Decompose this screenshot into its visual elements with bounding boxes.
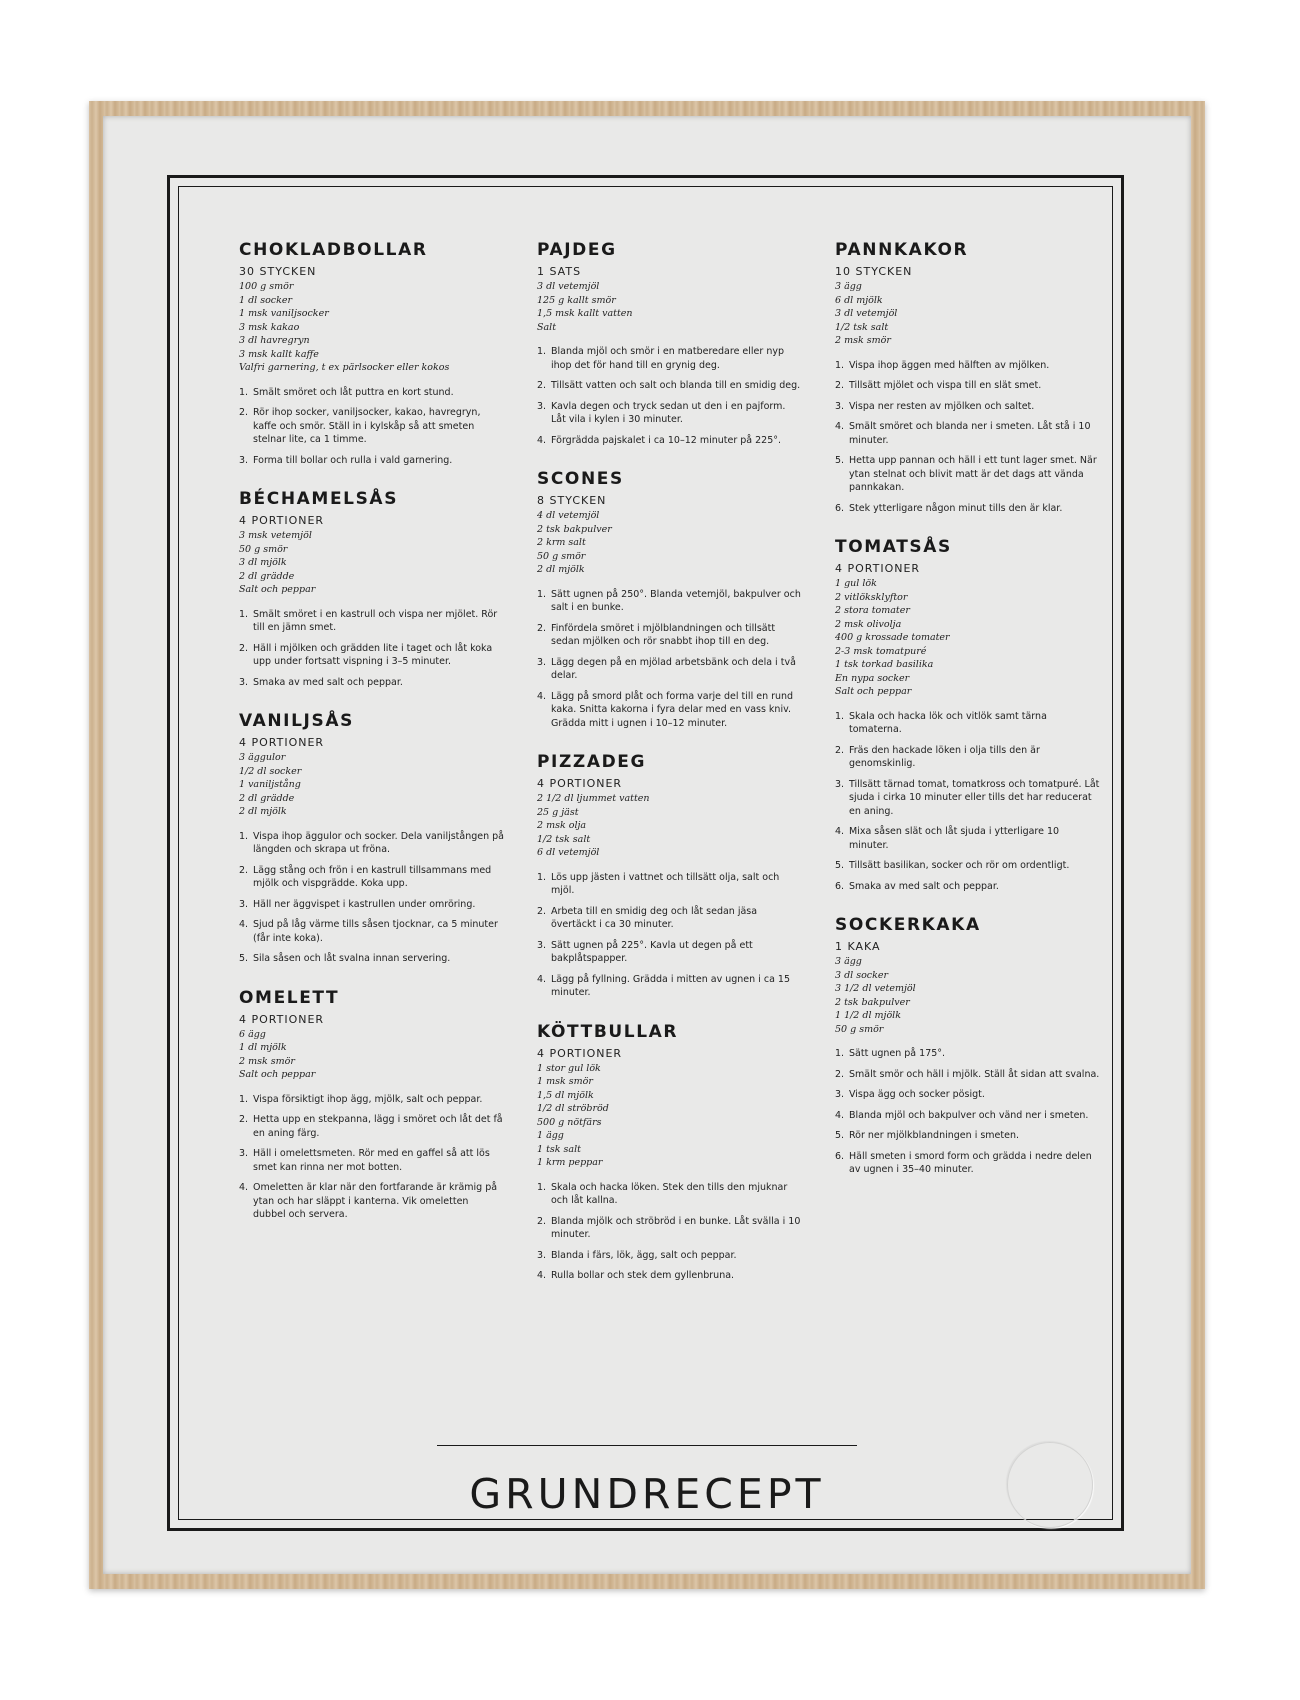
- step-text: Vispa försiktigt ihop ägg, mjölk, salt och peppar.: [253, 1093, 483, 1105]
- step-text: Lägg på fyllning. Grädda i mitten av ugnen i ca 15 minuter.: [551, 973, 791, 998]
- step-item: [835, 400, 1100, 414]
- ingredient-item: 50 g smör: [537, 550, 586, 562]
- ingredient-item: 1 stor gul lök: [537, 1062, 601, 1074]
- recipe-yield: 4 PORTIONER: [239, 1012, 325, 1026]
- step-text: Vispa ägg och socker pösigt.: [849, 1089, 985, 1100]
- ingredient-item: 2 dl mjölk: [239, 806, 287, 817]
- ingredient-item: 1/2 dl ströbröd: [537, 1103, 609, 1114]
- ingredient-item: 3 dl vetemjöl: [835, 308, 898, 319]
- step-number: 3.: [537, 1249, 547, 1261]
- ingredient-list: [537, 1062, 802, 1170]
- step-number: 2.: [239, 642, 249, 654]
- ingredient-item: 3 msk vetemjöl: [239, 530, 312, 541]
- step-text: Hetta upp pannan och häll i ett tunt lager smet. När ytan stelnat och blivit matt är det dags att vända pannkakan.: [849, 455, 1097, 493]
- ingredient-item: 3 1/2 dl vetemjöl: [835, 983, 916, 994]
- step-text: Stek ytterligare någon minut tills den är klar.: [849, 502, 1063, 514]
- step-number: 2.: [239, 864, 249, 876]
- ingredient-item: Salt och peppar: [239, 584, 316, 595]
- step-text: Smaka av med salt och peppar.: [253, 676, 403, 688]
- recipe-title: PAJDEG: [537, 240, 617, 260]
- step-text: Sila såsen och låt svalna innan servering.: [253, 953, 451, 964]
- step-number: 4.: [239, 919, 249, 930]
- step-text: Omeletten är klar när den fortfarande är krämig på ytan och har släppt i kanterna. Vik omeletten dubbel och servera.: [253, 1182, 498, 1220]
- step-number: 1.: [835, 1048, 845, 1059]
- step-number: 1.: [239, 1093, 249, 1105]
- ingredient-item: 1 gul lök: [835, 578, 877, 589]
- title-rule: [437, 1445, 857, 1446]
- ingredient-item: 2 msk olja: [537, 820, 587, 831]
- step-item: [239, 608, 504, 635]
- step-item: [835, 379, 1100, 393]
- ingredient-item: 1 dl mjölk: [239, 1042, 287, 1053]
- step-text: Rulla bollar och stek dem gyllenbruna.: [551, 1270, 735, 1281]
- ingredient-item: 400 g krossade tomater: [835, 632, 950, 643]
- step-item: [239, 406, 504, 447]
- step-item: [835, 880, 1100, 894]
- step-number: 3.: [835, 400, 845, 412]
- ingredient-item: En nypa socker: [835, 672, 910, 684]
- step-number: 1.: [835, 710, 845, 722]
- step-item: [537, 1215, 802, 1242]
- ingredient-item: 2 dl mjölk: [537, 564, 585, 575]
- step-item: [537, 434, 802, 448]
- step-text: Häll i mjölken och grädden lite i taget och låt koka upp under fortsatt vispning i 3–5 minuter.: [253, 642, 493, 667]
- ingredient-item: 3 msk kallt kaffe: [239, 348, 319, 360]
- ingredient-item: 1 tsk salt: [537, 1143, 581, 1155]
- step-item: [835, 744, 1100, 771]
- step-number: 1.: [239, 830, 249, 842]
- step-item: [835, 420, 1100, 447]
- recipe-block: [835, 537, 1100, 893]
- step-number: 5.: [239, 953, 249, 964]
- step-item: [537, 345, 802, 372]
- ingredient-item: 25 g jäst: [537, 806, 579, 818]
- step-list: [537, 871, 802, 1000]
- ingredient-item: 6 dl mjölk: [835, 294, 883, 306]
- ingredient-item: 1 ägg: [537, 1130, 564, 1141]
- ingredient-item: 2 stora tomater: [835, 605, 910, 616]
- ingredient-item: 1,5 msk kallt vatten: [537, 308, 633, 319]
- step-text: Häll i omelettsmeten. Rör med en gaffel så att lös smet kan rinna ner mot botten.: [253, 1148, 490, 1173]
- step-item: [835, 1068, 1100, 1082]
- recipe-yield: 1 SATS: [537, 265, 582, 278]
- step-item: [537, 1269, 802, 1283]
- step-item: [835, 1150, 1100, 1177]
- recipe-yield: 4 PORTIONER: [537, 1046, 623, 1060]
- step-number: 2.: [239, 1114, 249, 1125]
- ingredient-item: 2 dl grädde: [239, 570, 295, 582]
- step-text: Rör ihop socker, vaniljsocker, kakao, havregryn, kaffe och smör. Ställ in i kylskåp så att smeten stelnar lite, ca 1 timme.: [253, 407, 481, 445]
- step-text: Mixa såsen slät och låt sjuda i ytterligare 10 minuter.: [849, 826, 1060, 851]
- ingredient-list: [239, 529, 504, 597]
- step-item: [835, 1129, 1100, 1143]
- step-text: Vispa ner resten av mjölken och saltet.: [849, 400, 1035, 412]
- step-list: [239, 608, 504, 690]
- recipe-block: [537, 752, 802, 1000]
- ingredient-list: [835, 577, 1100, 699]
- ingredient-item: 1 vaniljstång: [239, 779, 301, 790]
- step-text: Kavla degen och tryck sedan ut den i en pajform. Låt vila i kylen i 30 minuter.: [551, 400, 786, 425]
- recipe-column-3: [835, 240, 1100, 1199]
- step-item: [537, 939, 802, 966]
- step-text: Skala och hacka lök och vitlök samt tärna tomaterna.: [849, 710, 1047, 735]
- embossed-seal-icon: [1007, 1442, 1093, 1528]
- step-item: [239, 1113, 504, 1140]
- step-number: 6.: [835, 880, 845, 892]
- step-text: Blanda mjöl och smör i en matberedare eller nyp ihop det för hand till en grynig deg.: [551, 346, 784, 371]
- ingredient-item: 6 dl vetemjöl: [537, 847, 600, 858]
- ingredient-item: 2 msk smör: [835, 335, 891, 346]
- recipe-yield: 10 STYCKEN: [835, 265, 913, 278]
- step-item: [239, 676, 504, 690]
- step-number: 2.: [835, 380, 845, 391]
- step-item: [835, 825, 1100, 852]
- step-item: [239, 952, 504, 966]
- step-list: [537, 588, 802, 731]
- step-text: Lös upp jästen i vattnet och tillsätt olja, salt och mjöl.: [551, 871, 780, 896]
- step-text: Sjud på låg värme tills såsen tjocknar, ca 5 minuter (får inte koka).: [253, 919, 498, 944]
- recipe-column-1: [239, 240, 504, 1244]
- step-item: [537, 622, 802, 649]
- step-item: [239, 918, 504, 945]
- step-number: 3.: [835, 778, 845, 790]
- step-text: Sätt ugnen på 225°. Kavla ut degen på ett bakplåtspapper.: [551, 939, 753, 964]
- recipe-yield: 4 PORTIONER: [537, 777, 623, 790]
- step-item: [835, 1088, 1100, 1102]
- recipe-yield: 4 PORTIONER: [835, 562, 921, 575]
- step-item: [537, 1249, 802, 1263]
- step-number: 3.: [537, 939, 547, 951]
- ingredient-item: 100 g smör: [239, 281, 294, 292]
- step-text: Fräs den hackade löken i olja tills den är genomskinlig.: [849, 744, 1040, 769]
- step-item: [537, 588, 802, 615]
- ingredient-item: 1/2 dl socker: [239, 765, 302, 777]
- ingredient-item: 2-3 msk tomatpuré: [835, 645, 927, 657]
- ingredient-item: 500 g nötfärs: [537, 1116, 602, 1128]
- step-text: Häll ner äggvispet i kastrullen under omröring.: [253, 898, 476, 910]
- ingredient-item: 2 msk smör: [239, 1055, 295, 1067]
- step-number: 2.: [537, 622, 547, 634]
- step-list: [537, 1181, 802, 1283]
- step-text: Arbeta till en smidig deg och låt sedan jäsa övertäckt i ca 30 minuter.: [551, 905, 758, 930]
- step-text: Förgrädda pajskalet i ca 10–12 minuter på 225°.: [551, 434, 782, 446]
- step-text: Blanda mjölk och ströbröd i en bunke. Låt svälla i 10 minuter.: [551, 1215, 801, 1240]
- step-item: [239, 898, 504, 912]
- step-number: 2.: [835, 744, 845, 756]
- step-number: 1.: [835, 359, 845, 371]
- ingredient-item: 3 ägg: [835, 281, 862, 292]
- ingredient-item: 1/2 tsk salt: [835, 321, 889, 333]
- step-text: Tillsätt mjölet och vispa till en slät smet.: [849, 380, 1042, 391]
- ingredient-item: 2 1/2 dl ljummet vatten: [537, 793, 650, 804]
- ingredient-item: 6 ägg: [239, 1028, 266, 1040]
- step-text: Häll smeten i smord form och grädda i nedre delen av ugnen i 35–40 minuter.: [849, 1150, 1092, 1175]
- step-text: Lägg degen på en mjölad arbetsbänk och dela i två delar.: [551, 656, 796, 681]
- step-item: [835, 710, 1100, 737]
- step-item: [239, 1093, 504, 1107]
- step-text: Smält smöret och blanda ner i smeten. Låt stå i 10 minuter.: [849, 421, 1091, 446]
- ingredient-item: 2 tsk bakpulver: [537, 523, 612, 535]
- step-number: 6.: [835, 1150, 845, 1162]
- step-item: [239, 642, 504, 669]
- ingredient-item: Salt och peppar: [239, 1069, 316, 1080]
- ingredient-item: 3 ägg: [835, 956, 862, 967]
- step-text: Rör ner mjölkblandningen i smeten.: [849, 1130, 1020, 1141]
- step-item: [537, 973, 802, 1000]
- recipe-block: [537, 469, 802, 730]
- step-number: 1.: [537, 1181, 547, 1193]
- ingredient-item: 2 msk olivolja: [835, 618, 902, 630]
- step-number: 5.: [835, 1130, 845, 1141]
- recipe-yield: 8 STYCKEN: [537, 494, 607, 507]
- step-text: Vispa ihop äggen med hälften av mjölken.: [849, 359, 1050, 371]
- step-number: 5.: [835, 860, 845, 871]
- step-number: 4.: [537, 434, 547, 446]
- step-item: [835, 502, 1100, 516]
- ingredient-item: 50 g smör: [239, 543, 288, 555]
- ingredient-list: [239, 1028, 504, 1082]
- step-number: 1.: [239, 608, 249, 620]
- step-item: [537, 690, 802, 731]
- ingredient-item: 1 msk vaniljsocker: [239, 308, 329, 319]
- step-text: Smaka av med salt och peppar.: [849, 880, 999, 892]
- recipe-block: [239, 711, 504, 966]
- step-text: Forma till bollar och rulla i vald garnering.: [253, 454, 453, 466]
- ingredient-item: 1 krm peppar: [537, 1157, 603, 1168]
- recipe-yield: 4 PORTIONER: [239, 514, 325, 527]
- ingredient-item: 2 krm salt: [537, 537, 586, 548]
- step-list: [537, 345, 802, 447]
- ingredient-item: 3 dl vetemjöl: [537, 281, 600, 292]
- recipe-title: SOCKERKAKA: [835, 915, 981, 935]
- step-text: Tillsätt vatten och salt och blanda till en smidig deg.: [551, 380, 801, 391]
- ingredient-item: 1/2 tsk salt: [537, 833, 591, 845]
- ingredient-list: [537, 792, 802, 860]
- step-text: Blanda mjöl och bakpulver och vänd ner i smeten.: [849, 1109, 1089, 1121]
- step-text: Lägg stång och frön i en kastrull tillsammans med mjölk och vispgrädde. Koka upp.: [253, 864, 492, 889]
- recipe-column-2: [537, 240, 802, 1305]
- ingredient-item: 1,5 dl mjölk: [537, 1089, 594, 1101]
- step-list: [239, 386, 504, 468]
- step-text: Smält smöret i en kastrull och vispa ner mjölet. Rör till en jämn smet.: [253, 608, 498, 633]
- step-item: [835, 454, 1100, 495]
- step-number: 3.: [537, 656, 547, 668]
- recipe-yield: 1 KAKA: [835, 940, 881, 953]
- step-text: Tillsätt basilikan, socker och rör om ordentligt.: [849, 860, 1070, 871]
- step-number: 1.: [239, 386, 249, 398]
- step-number: 3.: [239, 1148, 249, 1159]
- ingredient-item: 3 dl socker: [835, 969, 889, 981]
- step-number: 3.: [239, 676, 249, 688]
- ingredient-item: 2 vitlöksklyftor: [835, 591, 908, 603]
- step-list: [835, 710, 1100, 894]
- step-item: [537, 1181, 802, 1208]
- step-text: Skala och hacka löken. Stek den tills den mjuknar och låt kallna.: [551, 1181, 788, 1206]
- step-item: [537, 400, 802, 427]
- step-list: [239, 1093, 504, 1222]
- step-number: 2.: [537, 1215, 547, 1227]
- recipe-block: [835, 915, 1100, 1177]
- ingredient-list: [835, 280, 1100, 348]
- ingredient-item: 1 msk smör: [537, 1076, 593, 1087]
- step-number: 4.: [537, 690, 547, 702]
- step-text: Blanda i färs, lök, ägg, salt och peppar.: [551, 1249, 737, 1261]
- ingredient-item: 50 g smör: [835, 1023, 884, 1035]
- step-text: Tillsätt tärnad tomat, tomatkross och tomatpuré. Låt sjuda i cirka 10 minuter eller tills det har reducerat en aning.: [849, 778, 1100, 817]
- step-number: 2.: [537, 380, 547, 391]
- step-number: 2.: [537, 905, 547, 917]
- step-list: [835, 1047, 1100, 1177]
- ingredient-item: 3 äggulor: [239, 752, 286, 763]
- recipe-title: CHOKLADBOLLAR: [239, 240, 428, 260]
- step-item: [537, 871, 802, 898]
- recipe-title: TOMATSÅS: [835, 537, 952, 557]
- ingredient-list: [239, 280, 504, 375]
- ingredient-item: Salt: [537, 321, 557, 333]
- step-list: [835, 359, 1100, 516]
- recipe-title: BÉCHAMELSÅS: [239, 489, 399, 509]
- ingredient-list: [537, 280, 802, 334]
- ingredient-list: [537, 509, 802, 577]
- step-item: [835, 1047, 1100, 1061]
- ingredient-item: 3 dl mjölk: [239, 557, 287, 568]
- step-item: [239, 1147, 504, 1174]
- step-number: 3.: [239, 454, 249, 466]
- recipe-block: [239, 988, 504, 1222]
- recipe-title: PIZZADEG: [537, 752, 647, 772]
- step-item: [239, 830, 504, 857]
- step-item: [239, 386, 504, 400]
- step-number: 1.: [537, 588, 547, 600]
- step-number: 4.: [537, 973, 547, 985]
- step-number: 4.: [239, 1182, 249, 1193]
- recipe-block: [835, 240, 1100, 515]
- recipe-yield: 4 PORTIONER: [239, 736, 325, 749]
- step-number: 2.: [239, 407, 249, 418]
- step-item: [537, 379, 802, 393]
- step-item: [537, 656, 802, 683]
- ingredient-item: 3 dl havregryn: [239, 335, 310, 346]
- ingredient-item: Valfri garnering, t ex pärlsocker eller kokos: [239, 362, 450, 373]
- step-item: [239, 864, 504, 891]
- recipe-block: [239, 489, 504, 689]
- step-item: [239, 1181, 504, 1222]
- recipe-title: VANILJSÅS: [239, 711, 354, 731]
- ingredient-item: 1 tsk torkad basilika: [835, 659, 934, 670]
- step-number: 3.: [835, 1089, 845, 1100]
- ingredient-list: [239, 751, 504, 819]
- step-item: [537, 905, 802, 932]
- step-text: Finfördela smöret i mjölblandningen och tillsätt sedan mjölken och rör snabbt ihop till en deg.: [551, 622, 776, 647]
- step-number: 4.: [835, 421, 845, 432]
- step-number: 5.: [835, 455, 845, 466]
- step-text: Sätt ugnen på 175°.: [849, 1048, 946, 1059]
- step-number: 6.: [835, 502, 845, 514]
- recipe-block: [239, 240, 504, 467]
- ingredient-item: 2 tsk bakpulver: [835, 996, 910, 1008]
- step-number: 4.: [835, 1109, 845, 1121]
- ingredient-item: 3 msk kakao: [239, 321, 300, 333]
- step-text: Hetta upp en stekpanna, lägg i smöret och låt det få en aning färg.: [253, 1114, 503, 1139]
- ingredient-item: Salt och peppar: [835, 686, 912, 697]
- ingredient-item: 4 dl vetemjöl: [537, 510, 600, 521]
- step-text: Smält smör och häll i mjölk. Ställ åt sidan att svalna.: [849, 1068, 1100, 1080]
- ingredient-item: 125 g kallt smör: [537, 294, 616, 306]
- recipe-title: SCONES: [537, 469, 624, 489]
- step-list: [239, 830, 504, 966]
- step-number: 3.: [537, 400, 547, 412]
- recipe-title: OMELETT: [239, 987, 340, 1008]
- poster-title: GRUNDRECEPT: [469, 1470, 825, 1518]
- recipe-block: [537, 1022, 802, 1283]
- recipe-title: KÖTTBULLAR: [537, 1021, 679, 1042]
- recipe-yield: 30 STYCKEN: [239, 265, 317, 278]
- step-text: Smält smöret och låt puttra en kort stund.: [253, 386, 454, 398]
- step-number: 1.: [537, 346, 547, 357]
- ingredient-list: [835, 955, 1100, 1036]
- recipe-block: [537, 240, 802, 447]
- step-item: [835, 1109, 1100, 1123]
- step-number: 2.: [835, 1068, 845, 1080]
- ingredient-item: 1 1/2 dl mjölk: [835, 1010, 901, 1021]
- step-item: [239, 454, 504, 468]
- recipe-title: PANNKAKOR: [835, 240, 969, 260]
- step-number: 4.: [835, 826, 845, 837]
- step-number: 1.: [537, 871, 547, 883]
- step-number: 4.: [537, 1270, 547, 1281]
- step-text: Sätt ugnen på 250°. Blanda vetemjöl, bakpulver och salt i en bunke.: [551, 588, 801, 613]
- step-number: 3.: [239, 898, 249, 910]
- step-text: Vispa ihop äggulor och socker. Dela vaniljstången på längden och skrapa ut fröna.: [253, 830, 505, 855]
- step-item: [835, 359, 1100, 373]
- step-text: Lägg på smord plåt och forma varje del till en rund kaka. Snitta kakorna i fyra delar med en vass kniv. Grädda mitt i ugnen i 10–12 minuter.: [551, 690, 794, 729]
- step-item: [835, 778, 1100, 819]
- ingredient-item: 2 dl grädde: [239, 792, 295, 804]
- ingredient-item: 1 dl socker: [239, 294, 293, 306]
- step-item: [835, 859, 1100, 873]
